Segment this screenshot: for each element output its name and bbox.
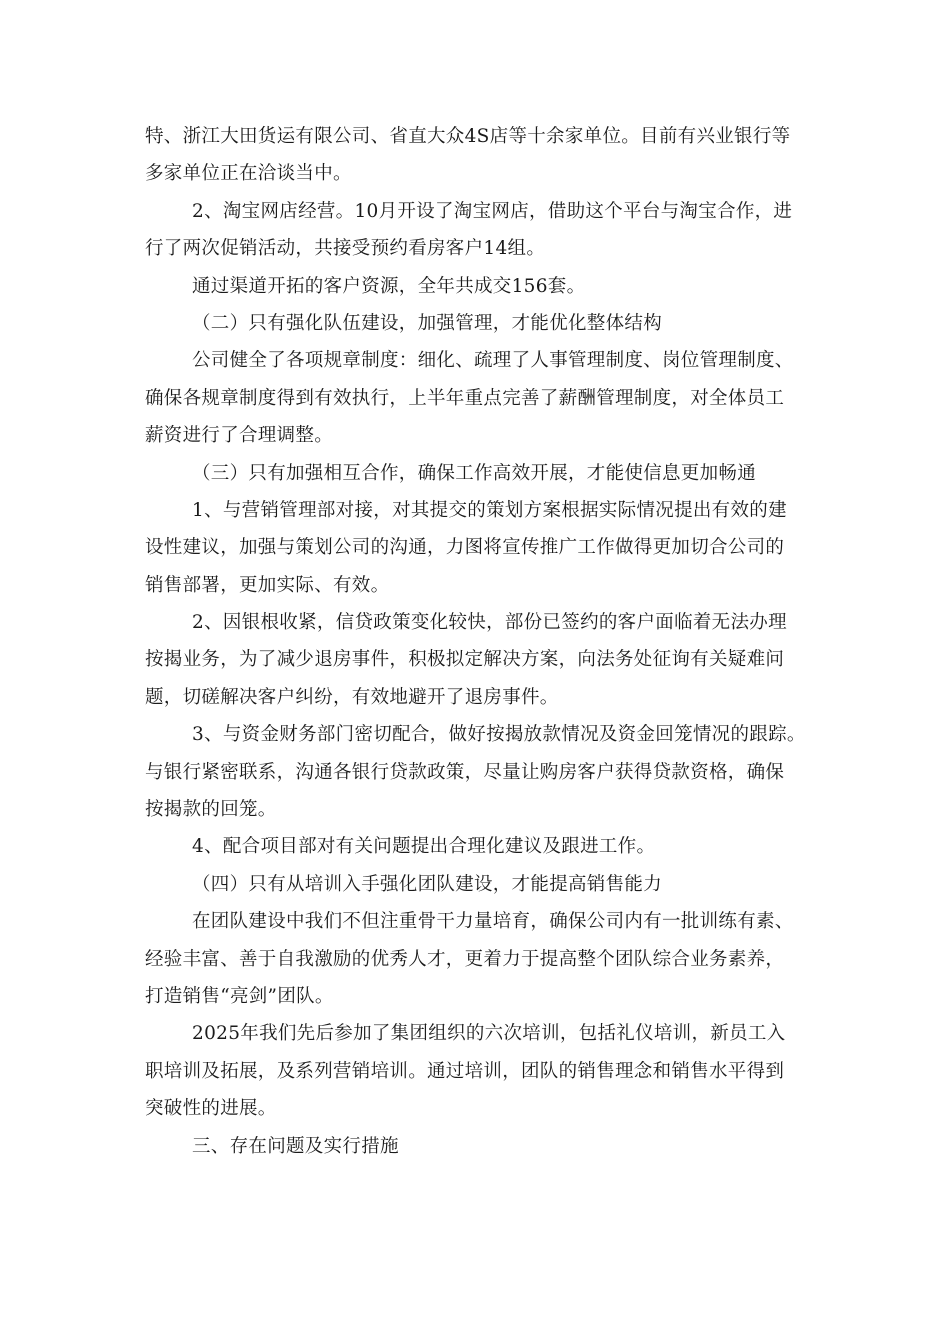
- text-line: 职培训及拓展，及系列营销培训。通过培训，团队的销售理念和销售水平得到: [145, 1060, 785, 1082]
- text-line: 经验丰富、善于自我激励的优秀人才，更着力于提高整个团队综合业务素养，: [145, 948, 785, 970]
- text-line: 设性建议，加强与策划公司的沟通，力图将宣传推广工作做得更加切合公司的: [145, 537, 785, 559]
- text-line: （二）只有强化队伍建设，加强管理，才能优化整体结构: [192, 312, 663, 334]
- text-line: （四）只有从培训入手强化团队建设，才能提高销售能力: [192, 873, 663, 895]
- text-line: 3、与资金财务部门密切配合，做好按揭放款情况及资金回笼情况的跟踪。: [192, 724, 806, 746]
- text-line: （三）只有加强相互合作，确保工作高效开展，才能使信息更加畅通: [192, 462, 757, 484]
- text-line: 4、配合项目部对有关问题提出合理化建议及跟进工作。: [192, 836, 656, 858]
- text-line: 题，切磋解决客户纠纷，有效地避开了退房事件。: [145, 686, 559, 708]
- text-line: 1、与营销管理部对接，对其提交的策划方案根据实际情况提出有效的建: [192, 499, 787, 521]
- text-line: 2、因银根收紧，信贷政策变化较快，部份已签约的客户面临着无法办理: [192, 612, 787, 634]
- text-line: 确保各规章制度得到有效执行，上半年重点完善了薪酬管理制度，对全体员工: [145, 387, 785, 409]
- document-body: [145, 118, 810, 1165]
- text-line: 与银行紧密联系，沟通各银行贷款政策，尽量让购房客户获得贷款资格，确保: [145, 761, 785, 783]
- text-line: 通过渠道开拓的客户资源，全年共成交156套。: [192, 275, 586, 297]
- text-line: 薪资进行了合理调整。: [145, 425, 334, 447]
- text-line: 2025年我们先后参加了集团组织的六次培训，包括礼仪培训，新员工入: [192, 1023, 786, 1045]
- text-line: 特、浙江大田货运有限公司、省直大众4S店等十余家单位。目前有兴业银行等: [145, 126, 791, 147]
- text-line: 按揭款的回笼。: [145, 799, 277, 821]
- text-line: 多家单位正在洽谈当中。: [145, 163, 352, 185]
- text-line: 在团队建设中我们不但注重骨干力量培育，确保公司内有一批训练有素、: [192, 911, 794, 933]
- text-line: 三、存在问题及实行措施: [192, 1135, 399, 1157]
- text-line: 行了两次促销活动，共接受预约看房客户14组。: [145, 238, 546, 260]
- text-line: 突破性的进展。: [145, 1098, 277, 1120]
- text-line: 2、淘宝网店经营。10月开设了淘宝网店，借助这个平台与淘宝合作，进: [192, 200, 793, 222]
- text-line: 按揭业务，为了减少退房事件，积极拟定解决方案，向法务处征询有关疑难问: [145, 649, 785, 671]
- text-line: 销售部署，更加实际、有效。: [145, 574, 390, 596]
- text-line: 公司健全了各项规章制度：细化、疏理了人事管理制度、岗位管理制度、: [192, 350, 794, 372]
- text-line: 打造销售“亮剑”团队。: [145, 985, 334, 1007]
